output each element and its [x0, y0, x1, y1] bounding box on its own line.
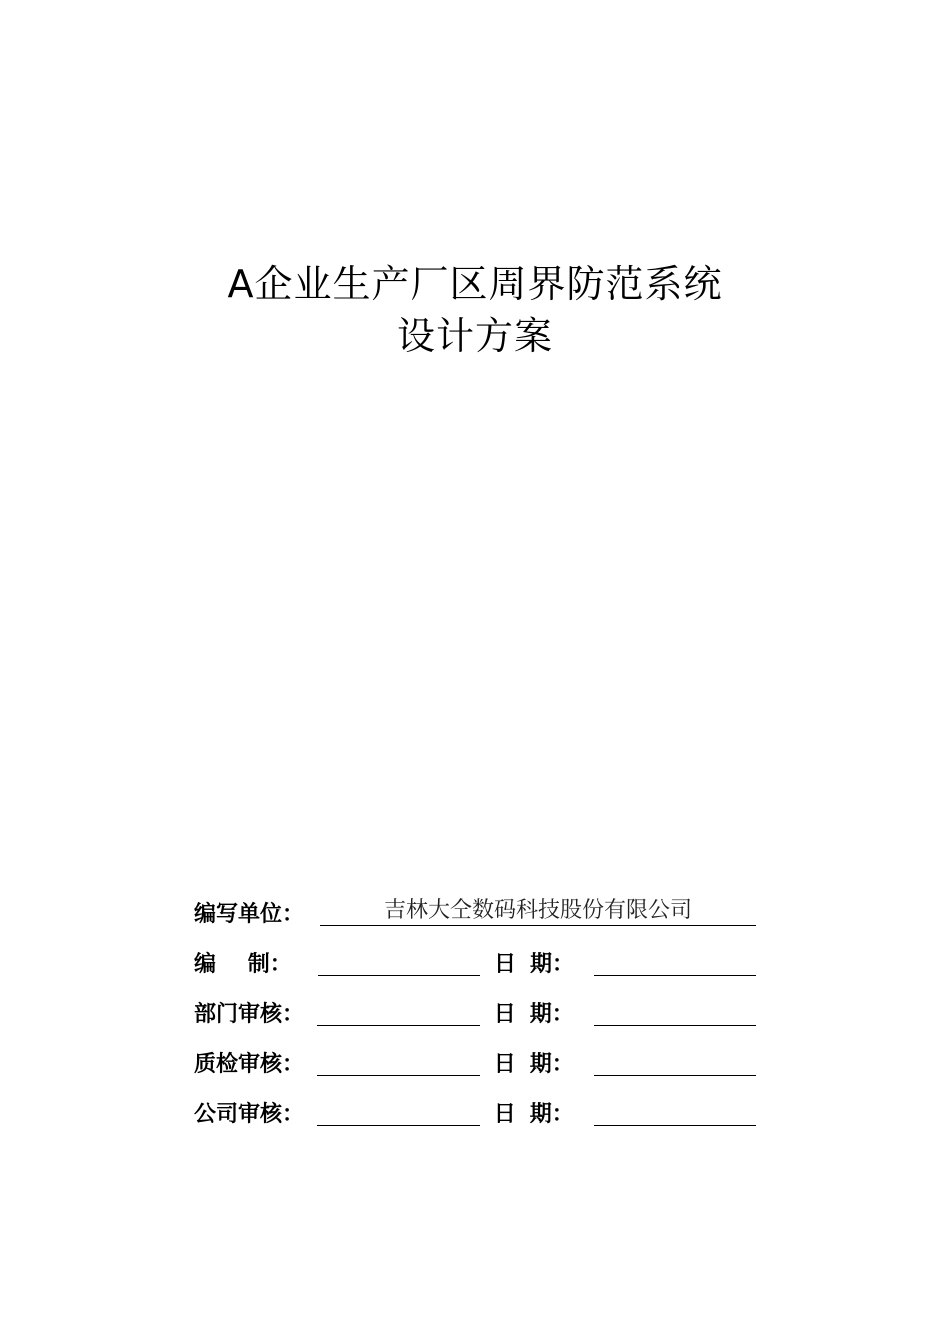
- company-review-field[interactable]: [317, 1097, 479, 1126]
- signoff-row-company: [194, 1080, 756, 1130]
- qa-date-label: [494, 1050, 594, 1080]
- date-label-char-2: 期：: [529, 1102, 574, 1127]
- date-label-char-2: 期：: [529, 1002, 574, 1027]
- title-line-2: 设计方案: [396, 314, 553, 358]
- compile-label-char-1: 编: [194, 952, 217, 977]
- date-label-char-1: 日: [493, 1002, 516, 1027]
- company-date-label: [494, 1100, 594, 1130]
- compile-date-label: [494, 950, 594, 980]
- company-date-field[interactable]: [594, 1097, 756, 1126]
- dept-review-label: 部门审核：: [194, 1002, 305, 1027]
- compile-label: [194, 950, 318, 980]
- signoff-row-qa: [194, 1030, 756, 1080]
- title-line-1: A企业生产厂区周界防范系统: [227, 262, 723, 306]
- unit-field[interactable]: [320, 897, 756, 926]
- qa-review-field[interactable]: [317, 1047, 479, 1076]
- date-label-char-2: 期：: [530, 952, 575, 977]
- compile-date-field[interactable]: [594, 947, 756, 976]
- date-label-char-1: 日: [493, 1052, 516, 1077]
- signoff-row-compile: [194, 930, 756, 980]
- dept-date-label: [494, 1000, 594, 1030]
- unit-value: 吉林大仝数码科技股份有限公司: [383, 898, 692, 923]
- company-review-label: 公司审核：: [194, 1102, 305, 1127]
- document-title: [0, 258, 950, 362]
- compile-label-char-2: 制：: [247, 952, 292, 977]
- signoff-table: [194, 880, 756, 1130]
- dept-date-field[interactable]: [594, 997, 756, 1026]
- compile-field[interactable]: [318, 947, 480, 976]
- qa-review-label: 质检审核：: [194, 1052, 305, 1077]
- unit-label: 编写单位：: [194, 902, 305, 927]
- date-label-char-2: 期：: [529, 1052, 574, 1077]
- qa-date-field[interactable]: [594, 1047, 756, 1076]
- date-label-char-1: 日: [493, 1102, 516, 1127]
- date-label-char-1: 日: [494, 952, 517, 977]
- signoff-row-dept: [194, 980, 756, 1030]
- signoff-row-unit: [194, 880, 756, 930]
- dept-review-field[interactable]: [317, 997, 479, 1026]
